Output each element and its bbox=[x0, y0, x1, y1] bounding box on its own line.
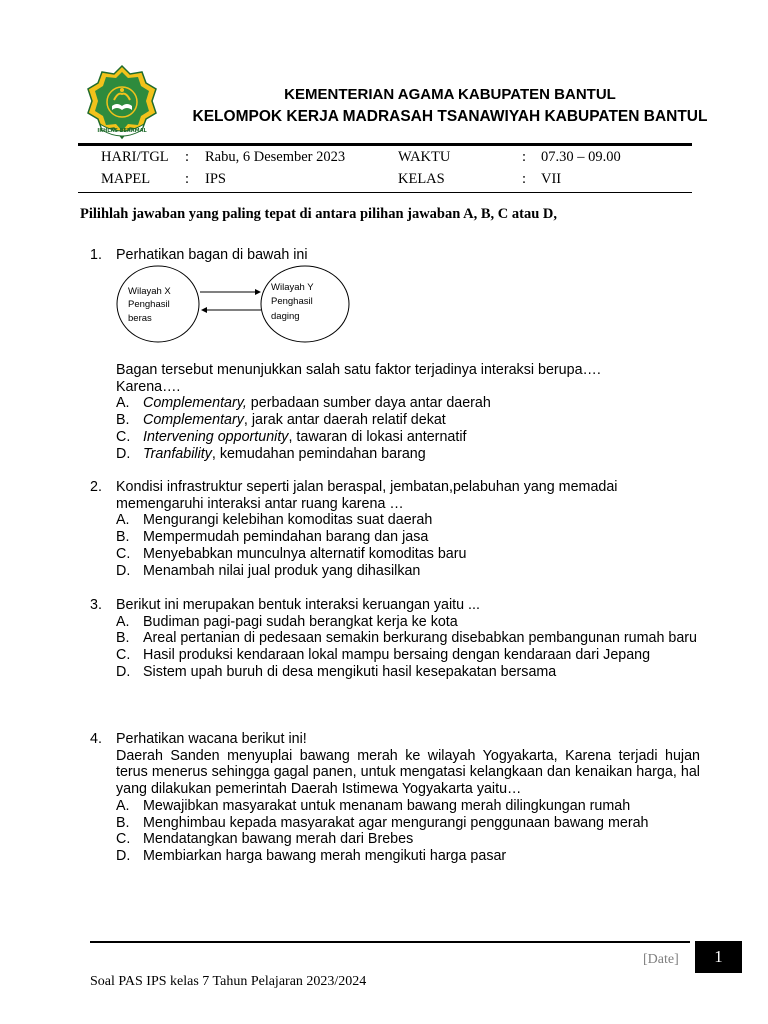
footer-date: [Date] bbox=[643, 952, 679, 967]
option-letter: D. bbox=[116, 847, 131, 864]
footer-divider bbox=[90, 941, 690, 943]
option-letter: A. bbox=[116, 613, 130, 630]
option-a bbox=[116, 614, 700, 631]
option-d bbox=[116, 664, 700, 681]
option-text: , kemudahan pemindahan barang bbox=[211, 445, 426, 462]
option-letter: A. bbox=[116, 512, 130, 529]
question-intro: Perhatikan wacana berikut ini! bbox=[116, 731, 307, 747]
option-letter: D. bbox=[116, 562, 131, 579]
option-letter: C. bbox=[116, 545, 131, 562]
hari-label: HARI/TGL bbox=[101, 149, 169, 165]
logo-motto: IKHLAS BERAMAL bbox=[97, 128, 147, 134]
option-d bbox=[116, 563, 700, 580]
option-text: , tawaran di lokasi anternatif bbox=[288, 428, 467, 445]
option-text: Mengurangi kelebihan komoditas suat daerah bbox=[143, 512, 433, 529]
option-term: Tranfability bbox=[143, 445, 212, 462]
option-text: , jarak antar daerah relatif dekat bbox=[243, 412, 446, 429]
letterhead-line-1: KEMENTERIAN AGAMA KABUPATEN BANTUL bbox=[284, 86, 616, 103]
wilayah-x-line-2: Penghasil bbox=[128, 299, 170, 310]
waktu-colon: : bbox=[522, 149, 527, 165]
question-number: 1. bbox=[90, 247, 102, 263]
option-c bbox=[116, 831, 700, 848]
option-term: Intervening opportunity bbox=[143, 428, 289, 445]
option-text: Mewajibkan masyarakat untuk menanam bawang merah dilingkungan rumah bbox=[143, 797, 631, 814]
option-c bbox=[116, 546, 700, 563]
option-b bbox=[116, 815, 700, 832]
option-text: Mempermudah pemindahan barang dan jasa bbox=[143, 529, 429, 546]
option-letter: C. bbox=[116, 428, 131, 445]
mapel-colon: : bbox=[185, 171, 190, 187]
option-b bbox=[116, 529, 700, 546]
info-divider bbox=[78, 192, 692, 193]
hari-value: Rabu, 6 Desember 2023 bbox=[205, 149, 346, 165]
option-letter: B. bbox=[116, 412, 130, 429]
option-letter: C. bbox=[116, 831, 131, 848]
option-a bbox=[116, 798, 700, 815]
kelas-colon: : bbox=[522, 171, 527, 187]
page-number: 1 bbox=[695, 941, 742, 973]
option-letter: D. bbox=[116, 445, 131, 462]
option-term: Complementary, bbox=[143, 395, 247, 412]
option-letter: B. bbox=[116, 529, 130, 546]
passage: Daerah Sanden menyuplai bawang merah ke wilayah Yogyakarta, Karena terjadi hujan terus menerus sehingga gagal panen, untuk mengatasi kelangkaan dan kenaikan harga, hal yang dilakukan pemerintah Daerah Istimewa Yogyakarta yaitu… bbox=[116, 747, 700, 798]
option-d bbox=[116, 446, 700, 463]
option-a bbox=[116, 395, 700, 412]
question-1-body bbox=[90, 362, 700, 462]
option-a bbox=[116, 512, 700, 529]
waktu-value: 07.30 – 09.00 bbox=[541, 149, 621, 165]
header-divider bbox=[78, 143, 692, 146]
instruction: Pilihlah jawaban yang paling tepat di antara pilihan jawaban A, B, C atau D, bbox=[80, 206, 557, 222]
option-text: Budiman pagi-pagi sudah berangkat kerja ke kota bbox=[143, 613, 458, 630]
svg-text:Wilayah X Penghasil be bbox=[128, 286, 173, 324]
wilayah-y-line-3: daging bbox=[271, 311, 300, 322]
question-stem: Kondisi infrastruktur seperti jalan beraspal, jembatan,pelabuhan yang memadai memengaruhi interaksi antar ruang karena … bbox=[116, 479, 618, 512]
question-number: 3. bbox=[90, 597, 102, 613]
kelas-value: VII bbox=[541, 171, 562, 187]
kemenag-logo-icon bbox=[86, 64, 158, 142]
wilayah-x-line-3: beras bbox=[128, 313, 152, 324]
option-letter: C. bbox=[116, 647, 131, 664]
option-text: Menyebabkan munculnya alternatif komoditas baru bbox=[143, 545, 467, 562]
option-text: Menambah nilai jual produk yang dihasilkan bbox=[143, 562, 421, 579]
question-stem: Berikut ini merupakan bentuk interaksi keruangan yaitu ... bbox=[116, 597, 480, 613]
option-letter: A. bbox=[116, 395, 130, 412]
question-stem: Bagan tersebut menunjukkan salah satu faktor terjadinya interaksi berupa…. bbox=[116, 362, 601, 378]
question-2 bbox=[90, 479, 700, 579]
option-b bbox=[116, 412, 700, 429]
option-text: Hasil produksi kendaraan lokal mampu bersaing dengan kendaraan dari Jepang bbox=[143, 647, 651, 664]
kelas-label: KELAS bbox=[398, 171, 445, 187]
option-text: Mendatangkan bawang merah dari Brebes bbox=[143, 831, 414, 848]
option-term: Complementary bbox=[143, 412, 244, 429]
svg-text:Wilayah Y Penghasil da bbox=[271, 282, 316, 322]
mapel-label: MAPEL bbox=[101, 171, 151, 187]
question-intro: Perhatikan bagan di bawah ini bbox=[116, 247, 308, 263]
letterhead bbox=[160, 84, 740, 128]
letterhead-line-2: KELOMPOK KERJA MADRASAH TSANAWIYAH KABUPATEN BANTUL bbox=[192, 108, 708, 125]
wilayah-y-line-1: Wilayah Y bbox=[271, 282, 314, 293]
option-text: Menghimbau kepada masyarakat agar mengurangi penggunaan bawang merah bbox=[143, 814, 649, 831]
option-b bbox=[116, 630, 700, 647]
question-number: 2. bbox=[90, 479, 102, 495]
option-d bbox=[116, 848, 700, 865]
waktu-label: WAKTU bbox=[398, 149, 451, 165]
question-stem-2: Karena…. bbox=[116, 378, 181, 395]
option-text: Sistem upah buruh di desa mengikuti hasil kesepakatan bersama bbox=[143, 663, 557, 680]
question-number: 4. bbox=[90, 731, 102, 747]
mapel-value: IPS bbox=[205, 171, 226, 187]
option-text: perbadaan sumber daya antar daerah bbox=[246, 395, 491, 412]
wilayah-x-line-1: Wilayah X bbox=[128, 286, 171, 297]
option-letter: B. bbox=[116, 630, 130, 647]
option-c bbox=[116, 647, 700, 664]
question-4 bbox=[90, 731, 700, 865]
wilayah-y-line-2: Penghasil bbox=[271, 296, 313, 307]
option-c bbox=[116, 429, 700, 446]
question-3 bbox=[90, 597, 700, 681]
question-1 bbox=[90, 247, 700, 264]
option-letter: D. bbox=[116, 663, 131, 680]
option-text: Membiarkan harga bawang merah mengikuti harga pasar bbox=[143, 847, 507, 864]
hari-colon: : bbox=[185, 149, 190, 165]
option-letter: A. bbox=[116, 797, 130, 814]
option-text: Areal pertanian di pedesaan semakin berkurang disebabkan pembangunan rumah baru bbox=[143, 630, 697, 647]
interaction-diagram bbox=[116, 264, 356, 344]
footer-text: Soal PAS IPS kelas 7 Tahun Pelajaran 2023/2024 bbox=[90, 974, 367, 989]
option-letter: B. bbox=[116, 814, 130, 831]
